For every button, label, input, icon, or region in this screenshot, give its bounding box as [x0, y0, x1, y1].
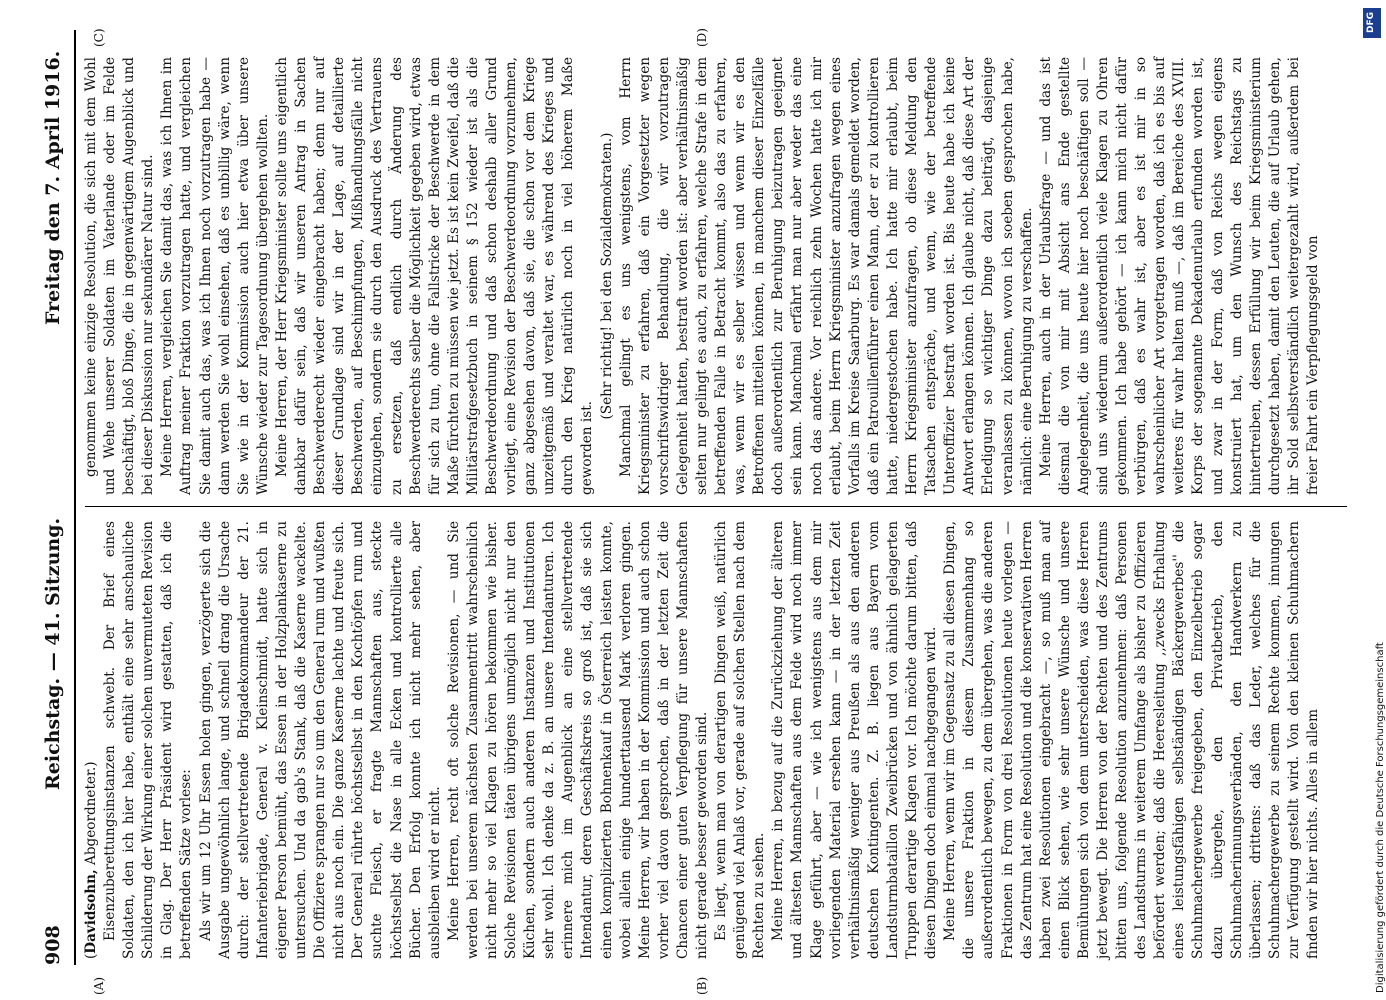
dfg-logo: [1363, 8, 1381, 38]
paragraph: Meine Herren, auch in der Urlaubsfrage — und das ist diesmal die von mir mit Absicht ans Ende gestellte Angelegenheit, die uns heute hier noch beschäftigen soll — sind uns wiederum außerordentlich viele Klagen zu Ohren gekommen. Ich habe gehört — ich kann mich nicht dafür verbürgen, daß es wahr ist, aber es ist mir in so wahrscheinlicher Art vorgetragen worden, daß ich es bis auf weiteres für wahr halten muß —, daß im Bereiche des XVIII. Korps der sogenannte Dekadenurlaub erfunden worden ist, und zwar in der Form, daß von Reichs wegen eigens konstruiert hat, um den Wunsch des Reichstags zu hintertreiben, dessen Erfüllung wir beim Kriegsministerium durchgesetzt haben, damit den Leuten, die auf Urlaub gehen, ihr Sold selbstverständlich weitergezahlt wird, außerdem bei freier Fahrt ein Verpflegungsgeld von: [1037, 57, 1321, 495]
paragraph: Meine Herren, recht oft solche Revisionen, — und Sie werden bei unserem nächsten Zusammentritt wahrscheinlich nicht mehr so viel Klagen zu hören bekommen wie bisher. Solche Revisionen täten übrigens unmöglich nicht nur den Küchen, sondern auch anderen Instanzen und Institutionen sehr wohl. Ich denke da z. B. an unsere Intendanturen. Ich erinnere mich im Augenblick an eine stellvertretende Intendantur, deren Geschäftskreis so groß ist, daß sie sich einen komplizierten Bohnenkauf in Österreich leisten konnte, wobei allein einige hunderttausend Mark verloren gingen. Meine Herren, wir haben in der Kommission und auch schon vorher viel davon gesprochen, daß in der letzten Zeit die Chancen einer guten Verpflegung für unsere Mannschaften nicht gerade besser geworden sind.: [445, 521, 710, 959]
column-divider: [85, 506, 1347, 507]
paragraph: Als wir um 12 Uhr Essen holen gingen, verzögerte sich die Ausgabe ungewöhnlich lange, und schnell drang die Ursache durch: der stellvertretende Brigadekommandeur der 21. Infanteriebrigade, General v. Kleinschmidt, hatte sich in eigener Person bemüht, das Essen in der Holzplankaserne zu untersuchen. Und da gab's Stank, daß die Kaserne wackelte. Die Offiziere sprangen nur so um den General rum und wußten nicht aus noch ein. Die ganze Kaserne lachte und freute sich. Der General rührte höchstselbst in den Kochtöpfen rum und suchte Fleisch, er fragte Mannschaften aus, steckte höchstselbst die Nase in alle Ecken und kontrollierte alle Bücher. Den Erfolg konnte ich nicht mehr sehen, aber ausbleiben wird er nicht.: [197, 521, 443, 959]
margin-letter-a: (A): [92, 976, 106, 995]
page-number: 908: [42, 925, 64, 965]
page-title: Reichstag. — 41. Sitzung.: [42, 517, 64, 790]
digitization-credit: [1361, 8, 1386, 993]
credit-text: Digitalisierung gefördert durch die Deutsche Forschungsgemeinschaft: [1375, 642, 1386, 993]
dfg-logo-text: DFG: [1366, 11, 1376, 33]
speaker-name: Davidsohn,: [83, 869, 99, 954]
margin-letter-c: (C): [92, 28, 106, 47]
paragraph: Eisenzuberettungsinstanzen schwebt. Der Brief eines Soldaten, den ich hier habe, enthält eine sehr anschauliche Schilderung der Wirkung einer solchen unvermuteten Revision in Glag. Der Herr Präsident wird gestatten, daß ich die betreffenden Sätze vorlese:: [102, 521, 195, 959]
speaker-role: Abgeordneter.): [83, 761, 99, 870]
page-header: [40, 30, 72, 965]
right-column: [82, 57, 1323, 495]
paragraph: Meine Herren, wenn wir im Gegensatz zu all diesen Dingen, die unsere Fraktion in diesem Zusammenhang so außerordentlich bewegen, zu dem übergehen, was die anderen Fraktionen in Form von drei Resolutionen heute vorlegen — das Zentrum hat eine Resolution und die konservativen Herren haben zwei Resolutionen eingebracht —, so muß man auf einen Blick sehen, wie sehr unsere Wünsche und unsere Bemühungen sich von dem unterscheiden, was diese Herren jetzt bewegt. Die Herren von der Rechten und des Zentrums bitten uns, folgende Resolution anzunehmen: daß Personen des Landsturms in weiterem Umfange als bisher zu Offizieren befördert werden; daß die Heeresleitung ,,zwecks Erhaltung eines leistungsfähigen selbständigen Bäckergewerbes'' die Schuhmachergewerbe freigegeben, den Einzelbetrieb sogar dazu übergehe, den Privatbetrieb, den Schuhmacherinnungsverbänden, den Handwerkern zu überlassen; drittens: daß das Leder, welches für die Schuhmachergewerbe zu seinem Rechte kommen, innungen zur Verfügung gestellt wird. Von den kleinen Schuhmachern finden wir hier nichts. Alles in allem: [942, 521, 1321, 959]
protocol-page: [40, 28, 1350, 995]
paragraph: Manchmal gelingt es uns wenigstens, vom Herrn Kriegsminister zu erfahren, daß ein Vorgesetzter wegen vorschriftswidriger Behandlung, die wir vorzutragen Gelegenheit hatten, bestraft worden ist: aber verhältnismäßig selten nur gelingt es auch, zu erfahren, welche Strafe in dem betreffenden Falle in Betracht kommt, also das zu erfahren, was, wenn wir es selber wissen und wenn wir es den Betroffenen mitteilen können, in manchem dieser Einzelfälle doch außerordentlich zur Beruhigung beizutragen geeignet sein kann. Manchmal erfährt man nur aber weder das eine noch das andere. Vor reichlich zehn Wochen hatte ich mir erlaubt, beim Herrn Kriegsminister anzufragen wegen eines Vorfalls im Kreise Saarburg. Es war damals gemeldet worden, daß ein Patrouillenführer einen Mann, der er zu kontrollieren hatte, niedergestochen habe. Ich hatte mir erlaubt, beim Herrn Kriegsminister anzufragen, ob diese Meldung den Tatsachen entspräche, und wenn, wie der betreffende Unteroffizier bestraft worden ist. Bis heute habe ich keine Antwort erlangen können. Ich glaube nicht, daß diese Art der Erledigung so wichtiger Dinge dazu beiträgt, dasjenige veranlassen zu können, wovon ich soeben gesprochen habe, nämlich: eine Beruhigung zu verschaffen.: [617, 57, 1035, 495]
header-rule: [74, 30, 76, 965]
paragraph: genommen keine einzige Resolution, die sich mit dem Wohl und Wehe unserer Soldaten im Vaterlande oder im Felde beschäftigt, bloß Dinge, die in gegenwärtigem Augenblick und bei dieser Diskussion nur sekundärer Natur sind.: [83, 57, 157, 495]
left-column: [82, 521, 1323, 959]
paragraph: Meine Herren, vergleichen Sie damit das, was ich Ihnen im Auftrag meiner Fraktion vorzutragen hatte, und vergleichen Sie damit auch das, was ich Ihnen noch vorzutragen habe — dann werden Sie wohl einsehen, daß es unbillig wäre, wenn Sie wie in der Kommission auch hier etwa über unsere Wünsche wieder zur Tagesordnung übergehen wollten.: [159, 57, 271, 495]
margin-letter-b: (B): [695, 976, 709, 995]
paragraph: Meine Herren, in bezug auf die Zurückziehung der älteren und ältesten Mannschaften aus dem Felde wird noch immer Klage geführt, aber — wie ich wenigstens aus dem mir vorliegenden Material ersehen kann — in der letzten Zeit verhältnismäßig weniger aus Preußen als aus den anderen deutschen Kontingenten. Z. B. liegen aus Bayern vom Landsturmbataillon Zweibrücken und von ähnlich gelagerten Truppen derartige Klagen vor. Ich möchte darum bitten, daß diesen Dingen doch einmal nachgegangen wird.: [770, 521, 940, 959]
margin-letter-d: (D): [695, 28, 709, 47]
paragraph: Es liegt, wenn man von derartigen Dingen weiß, natürlich genügend viel Anlaß vor, gerade auf solchen Stellen nach dem Rechten zu sehen.: [713, 521, 768, 959]
paragraph: Meine Herren, der Herr Kriegsminister sollte uns eigentlich dankbar dafür sein, daß wir unseren Antrag in Sachen Beschwerderecht wieder eingebracht haben; denn nur auf dieser Grundlage sind wir in der Lage, auf detaillierte Beschwerden, auf Beschimpfungen, Mißhandlungsfälle nicht einzugehen, sondern sie durch den Ausdruck des Vertrauens zu ersetzen, daß endlich durch Änderung des Beschwerderechts selber die Möglichkeit gegeben wird, etwas für sich zu tun, ohne die Fallstricke der Beschwerde in dem Maße fürchten zu müssen wie jetzt. Es ist kein Zweifel, daß die Militärstrafgesetzbuch in seinem § 152 wieder ist als die Beschwerdeordnung und daß schon deshalb aller Grund vorliegt, eine Revision der Beschwerdeordnung vorzunehmen, ganz abgesehen davon, daß sie, die schon vor dem Kriege unzeitgemäß und veraltet war, es während des Krieges und durch den Krieg natürlich noch in viel höherem Maße geworden ist.: [273, 57, 596, 495]
page-date: Freitag den 7. April 1916.: [42, 50, 64, 325]
paragraph: (Sehr richtig! bei den Sozialdemokraten.): [598, 132, 615, 420]
paragraph: (Davidsohn, Abgeordneter.): [83, 761, 99, 959]
